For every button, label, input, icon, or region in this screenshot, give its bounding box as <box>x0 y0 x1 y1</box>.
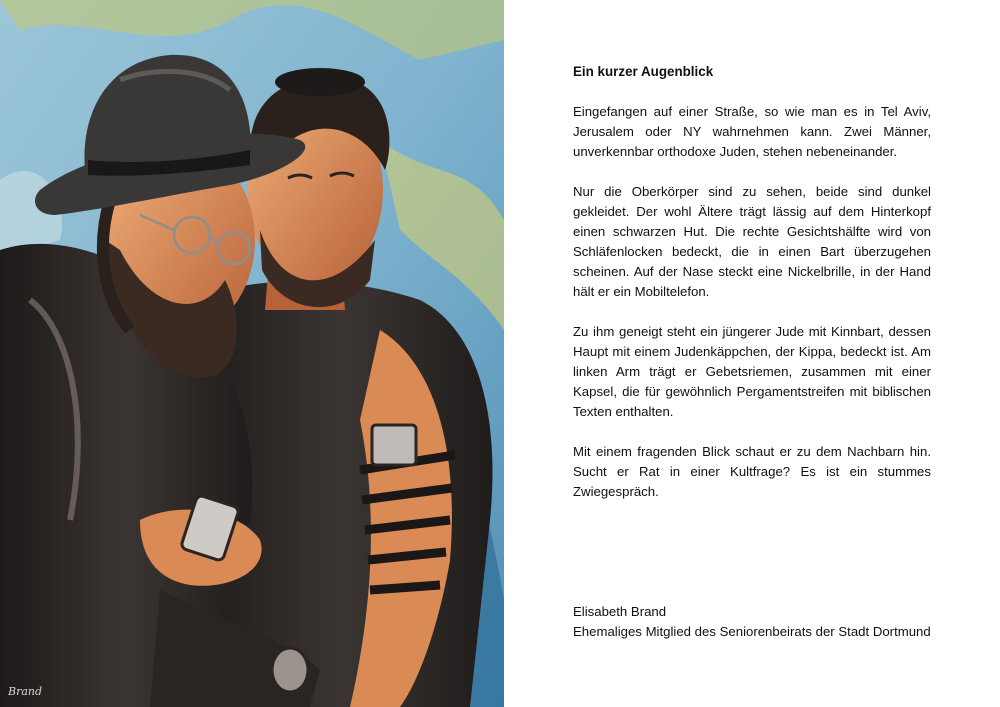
article-paragraph-4: Mit einem fragenden Blick schaut er zu dem Nachbarn hin. Sucht er Rat in einer Kultfrage? Es ist ein stummes Zwiegespräch. <box>573 444 931 499</box>
author-block <box>573 602 973 642</box>
article-paragraph-1: Eingefangen auf einer Straße, so wie man es in Tel Aviv, Jerusalem oder NY wahrnehmen kann. Zwei Männer, unverkennbar orthodoxe Juden, stehen nebeneinander. <box>573 104 931 159</box>
author-name: Elisabeth Brand <box>573 604 667 619</box>
painting-signature: Brand <box>8 685 43 698</box>
article <box>573 62 931 522</box>
kippa <box>275 68 365 96</box>
tefillin-box <box>372 425 416 465</box>
wristwatch <box>272 648 308 692</box>
article-paragraph-3: Zu ihm geneigt steht ein jüngerer Jude mit Kinnbart, dessen Haupt mit einem Judenkäppchen, der Kippa, bedeckt ist. Am linken Arm trägt er Gebetsriemen, zusammen mit einer Kapsel, die für gewöhnlich Pergamentstreifen mit biblischen Texten enthalten. <box>573 324 931 419</box>
author-role: Ehemaliges Mitglied des Seniorenbeirats der Stadt Dortmund <box>573 624 931 639</box>
article-paragraph-2: Nur die Oberkörper sind zu sehen, beide sind dunkel gekleidet. Der wohl Ältere trägt lässig auf dem Hinterkopf einen schwarzen Hut. Die rechte Gesichtshälfte wird von Schläfenlocken bedeckt, die in einen Bart überzugehen scheinen. Auf der Nase steckt eine Nickelbrille, in der Hand hält er ein Mobiltelefon. <box>573 184 931 299</box>
article-title: Ein kurzer Augenblick <box>573 64 714 79</box>
